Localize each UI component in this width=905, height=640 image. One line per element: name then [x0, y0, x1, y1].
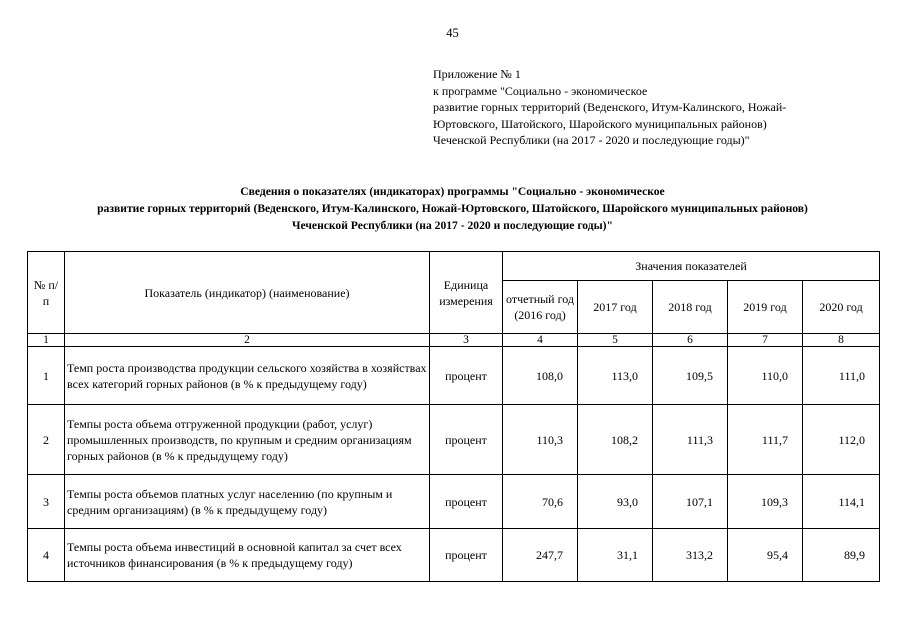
document-title: [0, 183, 905, 234]
appendix-note: [433, 66, 873, 149]
column-number: 8: [803, 334, 880, 347]
page-number: 45: [446, 26, 459, 40]
column-number: 5: [578, 334, 653, 347]
table-row: [28, 529, 880, 582]
appendix-line: Чеченской Республики (на 2017 - 2020 и последующие годы)": [433, 133, 750, 147]
row-value: 108,2: [578, 405, 653, 475]
header-indicator: Показатель (индикатор) (наименование): [65, 252, 430, 334]
title-line: Сведения о показателях (индикаторах) программы "Социально - экономическое: [240, 185, 665, 198]
appendix-line: Приложение № 1: [433, 67, 521, 81]
column-number: 1: [28, 334, 65, 347]
row-value: 107,1: [653, 475, 728, 529]
row-value: 110,3: [503, 405, 578, 475]
row-num: 1: [28, 347, 65, 405]
row-value: 247,7: [503, 529, 578, 582]
table-row: [28, 475, 880, 529]
indicators-table: [27, 251, 880, 582]
row-value: 95,4: [728, 529, 803, 582]
appendix-line: Юртовского, Шатойского, Шаройского муниципальных районов): [433, 116, 767, 131]
row-value: 93,0: [578, 475, 653, 529]
row-value: 111,7: [728, 405, 803, 475]
row-value: 110,0: [728, 347, 803, 405]
row-indicator: Темпы роста объема отгруженной продукции (работ, услуг) промышленных производств, по крупным и средним организациям горных районов (в % к предыдущему году): [65, 405, 430, 475]
header-year-2019: 2019 год: [728, 281, 803, 334]
table-row: [28, 405, 880, 475]
row-value: 111,3: [653, 405, 728, 475]
row-value: 114,1: [803, 475, 880, 529]
row-value: 31,1: [578, 529, 653, 582]
title-line: Чеченской Республики (на 2017 - 2020 и последующие годы)": [292, 219, 613, 232]
row-value: 89,9: [803, 529, 880, 582]
column-number: 7: [728, 334, 803, 347]
appendix-line: к программе "Социально - экономическое: [433, 83, 648, 98]
row-value: 109,3: [728, 475, 803, 529]
header-year-2020: 2020 год: [803, 281, 880, 334]
column-number: 6: [653, 334, 728, 347]
row-value: 109,5: [653, 347, 728, 405]
row-unit: процент: [430, 475, 503, 529]
row-unit: процент: [430, 347, 503, 405]
row-value: 111,0: [803, 347, 880, 405]
row-value: 108,0: [503, 347, 578, 405]
header-year-2017: 2017 год: [578, 281, 653, 334]
row-value: 112,0: [803, 405, 880, 475]
header-values-group: Значения показателей: [503, 252, 880, 281]
row-value: 113,0: [578, 347, 653, 405]
title-line: развитие горных территорий (Веденского, Итум-Калинского, Ножай-Юртовского, Шатойского, Шаройского муниципальных районов): [97, 202, 808, 215]
row-indicator: Темпы роста объемов платных услуг населению (по крупным и средним организациям) (в % к предыдущему году): [65, 475, 430, 529]
table-row: [28, 347, 880, 405]
column-number: 3: [430, 334, 503, 347]
row-indicator: Темп роста производства продукции сельского хозяйства в хозяйствах всех категорий горных районов (в % к предыдущему году): [65, 347, 430, 405]
row-num: 4: [28, 529, 65, 582]
row-value: 70,6: [503, 475, 578, 529]
row-indicator: Темпы роста объема инвестиций в основной капитал за счет всех источников финансирования (в % к предыдущему году): [65, 529, 430, 582]
row-unit: процент: [430, 529, 503, 582]
column-number: 2: [65, 334, 430, 347]
column-number: 4: [503, 334, 578, 347]
row-unit: процент: [430, 405, 503, 475]
column-numbers-row: [28, 334, 880, 347]
header-year-reporting: отчетный год (2016 год): [503, 281, 578, 334]
header-num: № п/п: [28, 252, 65, 334]
row-value: 313,2: [653, 529, 728, 582]
row-num: 2: [28, 405, 65, 475]
row-num: 3: [28, 475, 65, 529]
header-year-2018: 2018 год: [653, 281, 728, 334]
header-unit: Единица измерения: [430, 252, 503, 334]
appendix-line: развитие горных территорий (Веденского, Итум-Калинского, Ножай-: [433, 100, 787, 114]
